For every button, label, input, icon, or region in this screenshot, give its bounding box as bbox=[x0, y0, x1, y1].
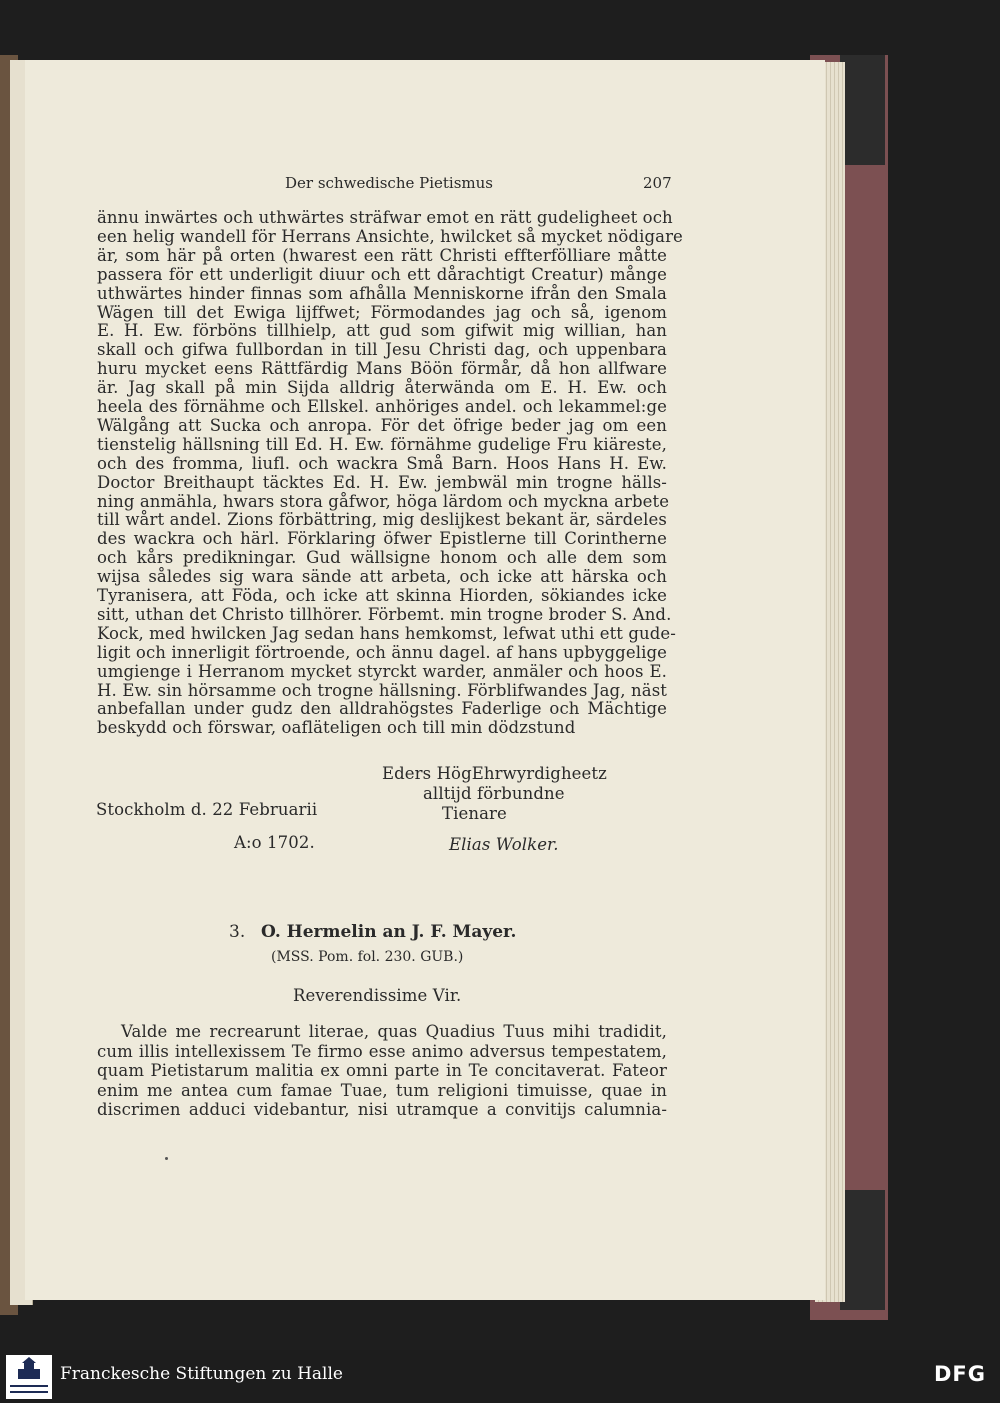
dfg-logo: DFG bbox=[934, 1362, 987, 1386]
body-line: skall och gifwa fullbordan in till Jesu Christi dag, och uppenbara bbox=[97, 340, 667, 360]
latin-line: cum illis intellexissem Te firmo esse animo adversus tempestatem, bbox=[97, 1041, 667, 1061]
section-heading: O. Hermelin an J. F. Mayer. bbox=[261, 922, 517, 942]
latin-line: quam Pietistarum malitia ex omni parte in Te concitaverat. Fateor bbox=[97, 1061, 667, 1081]
signature: Elias Wolker. bbox=[449, 835, 559, 854]
body-line: är. Jag skall på min Sijda alldrig återwända om E. H. Ew. och bbox=[97, 378, 667, 398]
body-line: beskydd och förswar, oafläteligen och till min dödzstund bbox=[97, 718, 576, 738]
building-icon bbox=[6, 1355, 52, 1399]
body-line: een helig wandell för Herrans Ansichte, hwilcket så mycket nödigare bbox=[97, 226, 683, 246]
cover-corner-bottom bbox=[840, 1190, 885, 1310]
body-line: tienstelig hällsning till Ed. H. Ew. förnähme gudelige Fru kiäreste, bbox=[97, 434, 667, 454]
latin-salutation: Reverendissime Vir. bbox=[293, 986, 462, 1005]
body-line: Kock, med hwilcken Jag sedan hans hemkomst, lefwat uthi ett gude- bbox=[97, 623, 676, 643]
running-title: Der schwedische Pietismus bbox=[285, 174, 493, 192]
book-page bbox=[25, 60, 825, 1300]
body-line: passera för ett underligit diuur och ett dårachtigt Creatur) månge bbox=[97, 264, 667, 284]
latin-line: Valde me recrearunt literae, quas Quadius Tuus mihi tradidit, bbox=[121, 1022, 667, 1041]
body-line: och des fromma, liufl. och wackra Små Barn. Hoos Hans H. Ew. bbox=[97, 453, 667, 473]
body-line: ännu inwärtes och uthwärtes sträfwar emot en rätt gudeligheet och bbox=[97, 208, 673, 227]
body-line: sitt, uthan det Christo tillhörer. Förbemt. min trogne broder S. And. bbox=[97, 604, 672, 624]
body-line: till wårt andel. Zions förbättring, mig deslijkest bekant är, särdeles bbox=[97, 510, 667, 530]
page-number: 207 bbox=[643, 174, 672, 192]
body-line: Wägen till det Ewiga lijffwet; Förmodandes jag och så, igenom bbox=[97, 302, 667, 322]
body-line: ligit och innerligit förtroende, och ännu dagel. af hans upbyggelige bbox=[97, 642, 667, 662]
closing-salutation-3: Tienare bbox=[442, 804, 507, 823]
closing-salutation-1: Eders HögEhrwyrdigheetz bbox=[382, 764, 607, 783]
body-line: huru mycket eens Rättfärdig Mans Böön förmår, då hon allfware bbox=[97, 359, 667, 379]
body-line: ning anmähla, hwars stora gåfwor, höga lärdom och myckna arbete bbox=[97, 491, 670, 511]
body-line: wijsa således sig wara sände att arbeta, och icke att härska och bbox=[97, 567, 667, 587]
body-line: des wackra och härl. Förklaring öfwer Epistlerne till Corintherne bbox=[97, 529, 667, 549]
body-line: umgienge i Herranom mycket styrckt warder, anmäler och hoos E. bbox=[97, 661, 667, 681]
body-line: uthwärtes hinder finnas som afhålla Menniskorne ifrån den Smala bbox=[97, 283, 667, 303]
section-number: 3. bbox=[229, 922, 246, 942]
latin-line: enim me antea cum famae Tuae, tum religioni timuisse, quae in bbox=[97, 1080, 667, 1100]
letter-year: A:o 1702. bbox=[234, 833, 315, 852]
body-line: Tyranisera, att Föda, och icke att skinna Hiorden, sökiandes icke bbox=[97, 586, 667, 605]
institution-logo bbox=[6, 1355, 52, 1399]
cover-corner-top bbox=[840, 55, 885, 165]
source-reference: (MSS. Pom. fol. 230. GUB.) bbox=[271, 949, 464, 965]
closing-salutation-2: alltijd förbundne bbox=[423, 784, 565, 803]
page-speck bbox=[165, 1157, 168, 1160]
body-line: heela des förnähme och Ellskel. anhöriges andel. och lekammel:ge bbox=[97, 397, 667, 416]
body-line: H. Ew. sin hörsamme och trogne hällsning. Förblifwandes Jag, näst bbox=[97, 680, 667, 700]
body-line: Wälgång att Sucka och anropa. För det öfrige beder jag om een bbox=[97, 415, 667, 435]
body-line: Doctor Breithaupt täcktes Ed. H. Ew. jembwäl min trogne hälls- bbox=[97, 472, 667, 492]
latin-line: discrimen adduci videbantur, nisi utramque a convitijs calumnia- bbox=[97, 1100, 667, 1120]
institution-name: Franckesche Stiftungen zu Halle bbox=[60, 1364, 343, 1384]
place-date: Stockholm d. 22 Februarii bbox=[96, 800, 318, 819]
body-line: och kårs predikningar. Gud wällsigne honom och alle dem som bbox=[97, 548, 667, 568]
body-line: E. H. Ew. förböns tillhielp, att gud som gifwit mig willian, han bbox=[97, 321, 667, 341]
body-line: anbefallan under gudz den alldrahögstes Faderlige och Mächtige bbox=[97, 699, 667, 719]
body-line: är, som här på orten (hwarest een rätt Christi effterfölliare måtte bbox=[97, 245, 667, 265]
